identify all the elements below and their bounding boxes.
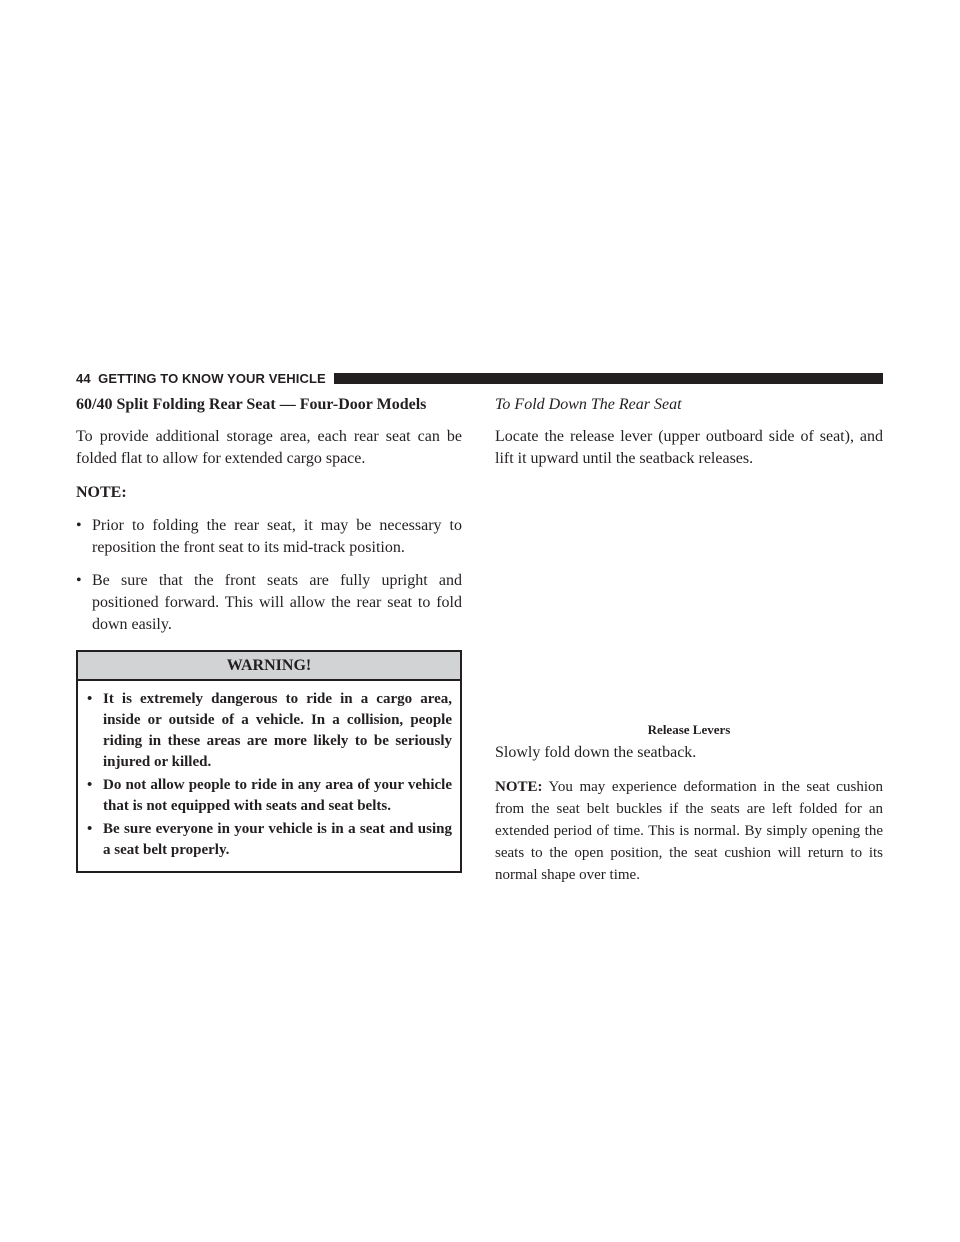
note-item: • Be sure that the front seats are fully upright and positioned forward. This will allow the rear seat to fold down easily.	[76, 572, 462, 633]
bullet-icon: •	[87, 821, 93, 837]
note-list	[76, 515, 462, 636]
note-paragraph	[495, 776, 883, 886]
note-text: You may experience deformation in the seat cushion from the seat belt buckles if the seats are left folded for an extended period of time. This is normal. By simply opening the seats to the open position, the seat cushion will return to its normal shape over time.	[495, 779, 883, 883]
page-header-text	[76, 371, 326, 386]
note-label: NOTE:	[76, 484, 127, 501]
warning-title: WARNING!	[78, 652, 460, 681]
right-column	[495, 394, 883, 886]
subsection-heading: To Fold Down The Rear Seat	[495, 396, 682, 413]
warning-item: • Do not allow people to ride in any area of your vehicle that is not equipped with seats and seat belts.	[87, 777, 452, 814]
step-paragraph: Slowly fold down the seatback.	[495, 744, 697, 761]
section-title: GETTING TO KNOW YOUR VEHICLE	[98, 370, 326, 386]
page-number: 44	[76, 370, 91, 386]
left-column	[76, 394, 462, 873]
warning-item: • Be sure everyone in your vehicle is in a seat and using a seat belt properly.	[87, 821, 452, 858]
bullet-icon: •	[76, 517, 82, 534]
bullet-icon: •	[76, 572, 82, 589]
warning-body	[78, 681, 460, 871]
warning-box	[76, 650, 462, 873]
figure-caption: Release Levers	[647, 722, 731, 737]
release-levers-figure	[495, 482, 883, 722]
bullet-icon: •	[87, 777, 93, 793]
bullet-icon: •	[87, 691, 93, 707]
section-heading: 60/40 Split Folding Rear Seat — Four-Door Models	[76, 396, 427, 413]
header-rule	[334, 373, 883, 384]
page-header	[76, 369, 883, 387]
note-label: NOTE:	[495, 779, 543, 795]
warning-list	[87, 689, 452, 861]
instruction-paragraph: Locate the release lever (upper outboard side of seat), and lift it upward until the seatback releases.	[495, 428, 883, 467]
intro-paragraph: To provide additional storage area, each rear seat can be folded flat to allow for extended cargo space.	[76, 428, 462, 467]
warning-item: • It is extremely dangerous to ride in a cargo area, inside or outside of a vehicle. In a collision, people riding in these areas are more likely to be seriously injured or killed.	[87, 691, 452, 770]
note-item: • Prior to folding the rear seat, it may be necessary to reposition the front seat to its mid-track position.	[76, 517, 462, 556]
